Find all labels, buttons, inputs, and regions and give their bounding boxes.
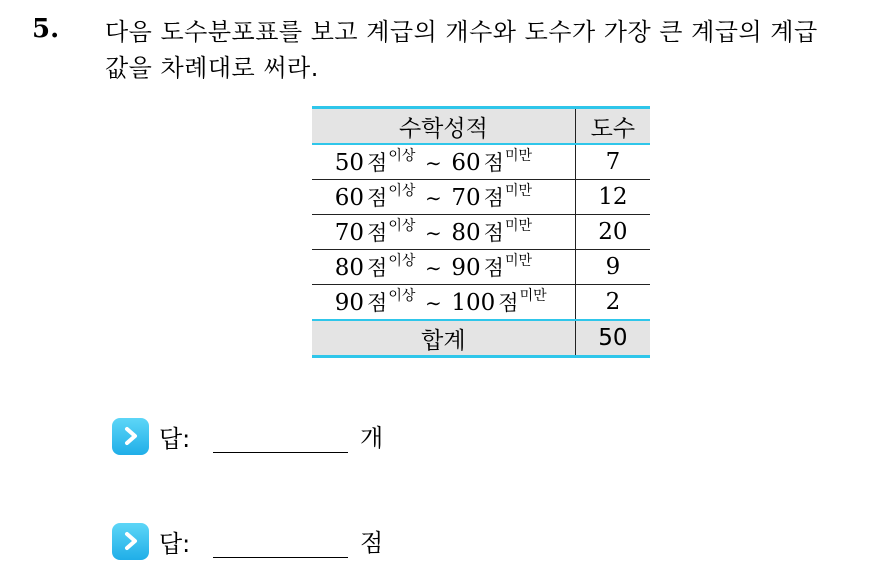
- range-lower-value: 50: [334, 150, 365, 176]
- frequency-value: 7: [575, 144, 650, 180]
- tilde: ∼: [424, 256, 442, 280]
- sup-lower: 이상: [388, 288, 416, 304]
- answer-row-count: [112, 416, 384, 456]
- table-row: [312, 144, 650, 180]
- answer-unit: 점: [360, 529, 384, 557]
- unit-label: 점: [367, 256, 388, 280]
- table-row: [312, 180, 650, 215]
- sup-lower: 이상: [388, 183, 416, 199]
- range-lower-value: 80: [334, 255, 365, 281]
- range-upper-value: 70: [451, 185, 481, 211]
- answer-unit: 개: [360, 424, 384, 452]
- sup-upper: 미만: [519, 288, 547, 304]
- sup-lower: 이상: [388, 148, 416, 164]
- total-label: 합계: [312, 320, 575, 357]
- unit-label: 점: [483, 151, 504, 175]
- range-lower-value: 70: [334, 220, 365, 246]
- header-frequency: 도수: [575, 108, 650, 145]
- unit-label: 점: [367, 151, 388, 175]
- range-upper-value: 60: [451, 150, 481, 176]
- question-line-1: 다음 도수분포표를 보고 계급의 개수와 도수가 가장 큰 계급의 계급: [105, 18, 818, 46]
- score-range: [312, 285, 575, 321]
- answer-label: 답:: [159, 424, 191, 453]
- chevron-right-icon: [112, 418, 149, 455]
- answer-blank[interactable]: [213, 557, 348, 558]
- score-range: [312, 144, 575, 180]
- tilde: ∼: [424, 151, 442, 175]
- sup-upper: 미만: [504, 148, 533, 164]
- sup-lower: 이상: [388, 218, 416, 234]
- answer-row-class-value: [112, 521, 384, 561]
- unit-label: 점: [367, 221, 388, 245]
- chevron-right-icon: [112, 523, 149, 560]
- unit-label: 점: [498, 291, 519, 315]
- range-lower-value: 90: [334, 290, 365, 316]
- question-number: 5.: [32, 14, 60, 44]
- frequency-value: 9: [575, 250, 650, 285]
- table-row: [312, 215, 650, 250]
- unit-label: 점: [483, 221, 504, 245]
- range-upper-value: 100: [451, 290, 496, 316]
- frequency-value: 2: [605, 289, 621, 315]
- tilde: ∼: [424, 186, 442, 210]
- frequency-value: 12: [575, 180, 650, 215]
- sup-upper: 미만: [504, 218, 533, 234]
- table-total-row: [312, 320, 650, 357]
- unit-label: 점: [367, 291, 388, 315]
- answer-blank[interactable]: [213, 452, 348, 453]
- frequency-table: [312, 106, 650, 358]
- score-range: [312, 215, 575, 250]
- unit-label: 점: [367, 186, 388, 210]
- range-upper-value: 90: [451, 255, 481, 281]
- score-range: [312, 250, 575, 285]
- sup-upper: 미만: [504, 253, 533, 269]
- table-header-row: [312, 108, 650, 145]
- score-range: [312, 180, 575, 215]
- question-text: [105, 14, 875, 86]
- tilde: ∼: [424, 221, 442, 245]
- range-lower-value: 60: [334, 185, 365, 211]
- range-upper-value: 80: [451, 220, 481, 246]
- unit-label: 점: [483, 186, 504, 210]
- tilde: ∼: [424, 291, 442, 315]
- sup-lower: 이상: [388, 253, 416, 269]
- answer-label: 답:: [159, 529, 191, 558]
- frequency-value: 20: [575, 215, 650, 250]
- header-score: 수학성적: [312, 108, 575, 145]
- table-row: [312, 250, 650, 285]
- unit-label: 점: [483, 256, 504, 280]
- table-row: [312, 285, 650, 321]
- question-line-2: 값을 차례대로 써라.: [105, 54, 319, 82]
- sup-upper: 미만: [504, 183, 533, 199]
- total-value: 50: [575, 320, 650, 357]
